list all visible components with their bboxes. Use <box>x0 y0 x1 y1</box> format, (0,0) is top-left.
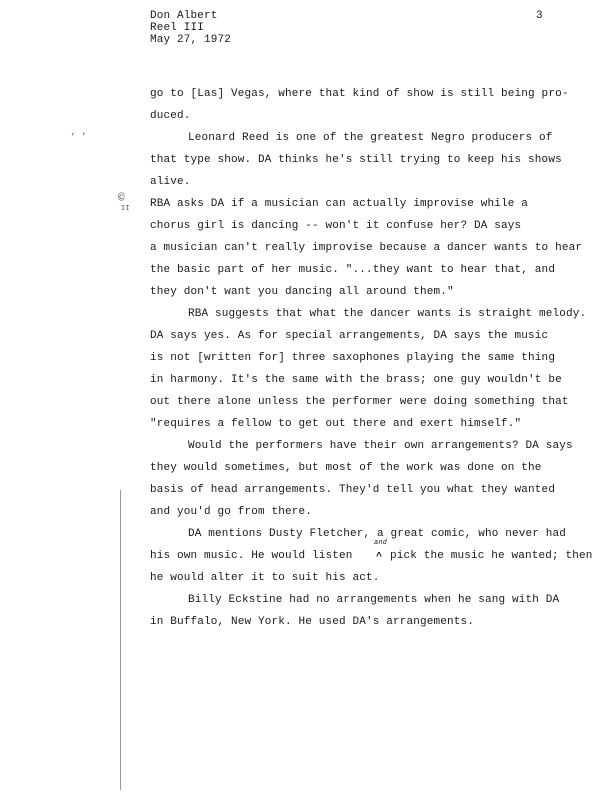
margin-mark: ‘ ’ <box>70 132 87 142</box>
body-line: his own music. He would listen <box>150 550 353 562</box>
body-line: Billy Eckstine had no arrangements when he sang with DA <box>188 594 560 606</box>
body-line: DA mentions Dusty Fletcher, a great comic, who never had <box>188 528 567 540</box>
body-line: he would alter it to suit his act. <box>150 572 380 584</box>
body-line: go to [Las] Vegas, where that kind of show is still being pro- <box>150 88 569 100</box>
body-line: Leonard Reed is one of the greatest Negro producers of <box>188 132 553 144</box>
body-line: is not [written for] three saxophones playing the same thing <box>150 352 556 364</box>
header-reel: Reel III <box>150 22 205 34</box>
body-line: DA says yes. As for special arrangements, DA says the music <box>150 330 549 342</box>
handwritten-insertion: and <box>374 539 388 547</box>
page-number: 3 <box>536 10 543 22</box>
body-line: RBA suggests that what the dancer wants is straight melody. <box>188 308 587 320</box>
body-line: basis of head arrangements. They'd tell you what they wanted <box>150 484 556 496</box>
body-line: alive. <box>150 176 191 188</box>
margin-bullet-icon: © <box>118 193 125 205</box>
body-line: and you'd go from there. <box>150 506 313 518</box>
margin-roman-numeral: II <box>121 205 130 213</box>
body-line: they don't want you dancing all around them." <box>150 286 454 298</box>
header-interviewee-name: Don Albert <box>150 10 218 22</box>
body-line: that type show. DA thinks he's still trying to keep his shows <box>150 154 562 166</box>
body-line: Would the performers have their own arrangements? DA says <box>188 440 573 452</box>
body-line: in Buffalo, New York. He used DA's arrangements. <box>150 616 475 628</box>
body-line: duced. <box>150 110 191 122</box>
body-line: "requires a fellow to get out there and exert himself." <box>150 418 522 430</box>
body-line: the basic part of her music. "...they want to hear that, and <box>150 264 556 276</box>
body-line: they would sometimes, but most of the work was done on the <box>150 462 542 474</box>
insertion-caret: ^ <box>376 552 383 563</box>
body-line: pick the music he wanted; then <box>390 550 593 562</box>
margin-rule <box>120 490 121 790</box>
body-line: a musician can't really improvise because a dancer wants to hear <box>150 242 583 254</box>
body-line: in harmony. It's the same with the brass; one guy wouldn't be <box>150 374 562 386</box>
body-line: RBA asks DA if a musician can actually improvise while a <box>150 198 529 210</box>
header-date: May 27, 1972 <box>150 34 232 46</box>
body-line: out there alone unless the performer were doing something that <box>150 396 569 408</box>
body-line: chorus girl is dancing -- won't it confuse her? DA says <box>150 220 522 232</box>
